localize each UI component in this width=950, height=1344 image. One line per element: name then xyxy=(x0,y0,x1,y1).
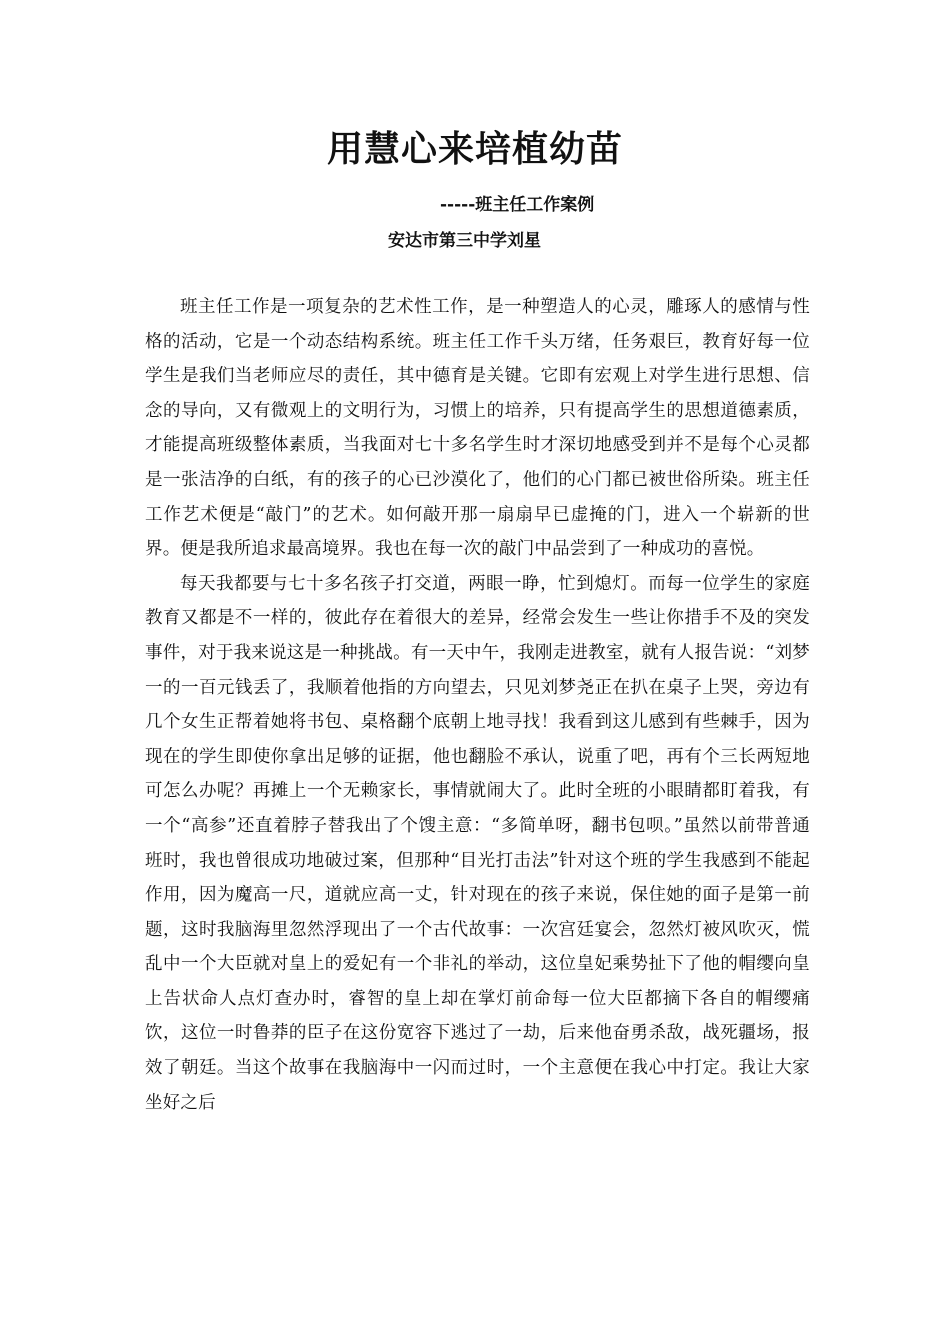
document-subtitle: -----班主任工作案例 xyxy=(440,195,595,215)
document-author: 安达市第三中学刘星 xyxy=(388,231,541,251)
document-body xyxy=(145,290,810,1120)
body-paragraph: 每天我都要与七十多名孩子打交道，两眼一睁，忙到熄灯。而每一位学生的家庭教育又都是不一样的，彼此存在着很大的差异，经常会发生一些让你措手不及的突发事件，对于我来说这是一种挑战。有一天中午，我刚走进教室，就有人报告说：“刘梦一的一百元钱丢了，我顺着他指的方向望去，只见刘梦尧正在扒在桌子上哭，旁边有几个女生正帮着她将书包、桌格翻个底朝上地寻找！我看到这儿感到有些棘手，因为现在的学生即使你拿出足够的证据，他也翻脸不承认，说重了吧，再有个三长两短地可怎么办呢？再摊上一个无赖家长，事情就闹大了。此时全班的小眼睛都盯着我，有一个“高参”还直着脖子替我出了个馊主意：“多简单呀，翻书包呗。”虽然以前带普通班时，我也曾很成功地破过案，但那种“目光打击法”针对这个班的学生我感到不能起作用，因为魔高一尺，道就应高一丈，针对现在的孩子来说，保住她的面子是第一前题，这时我脑海里忽然浮现出了一个古代故事：一次宫廷宴会，忽然灯被风吹灭，慌乱中一个大臣就对皇上的爱妃有一个非礼的举动，这位皇妃乘势扯下了他的帽缨向皇上告状命人点灯查办时，睿智的皇上却在掌灯前命每一位大臣都摘下各自的帽缨痛饮，这位一时鲁莽的臣子在这份宽容下逃过了一劫，后来他奋勇杀敌，战死疆场，报效了朝廷。当这个故事在我脑海中一闪而过时，一个主意便在我心中打定。我让大家坐好之后 xyxy=(145,573,810,1113)
document-title: 用慧心来培植幼苗 xyxy=(326,129,623,170)
body-paragraph: 班主任工作是一项复杂的艺术性工作，是一种塑造人的心灵，雕琢人的感情与性格的活动，它是一个动态结构系统。班主任工作千头万绪，任务艰巨，教育好每一位学生是我们当老师应尽的责任，其中德育是关键。它即有宏观上对学生进行思想、信念的导向，又有微观上的文明行为，习惯上的培养，只有提高学生的思想道德素质，才能提高班级整体素质，当我面对七十多名学生时才深切地感受到并不是每个心灵都是一张洁净的白纸，有的孩子的心已沙漠化了，他们的心门都已被世俗所染。班主任工作艺术便是“敲门”的艺术。如何敲开那一扇扇早已虚掩的门，进入一个崭新的世界。便是我所追求最高境界。我也在每一次的敲门中品尝到了一种成功的喜悦。 xyxy=(145,297,810,560)
